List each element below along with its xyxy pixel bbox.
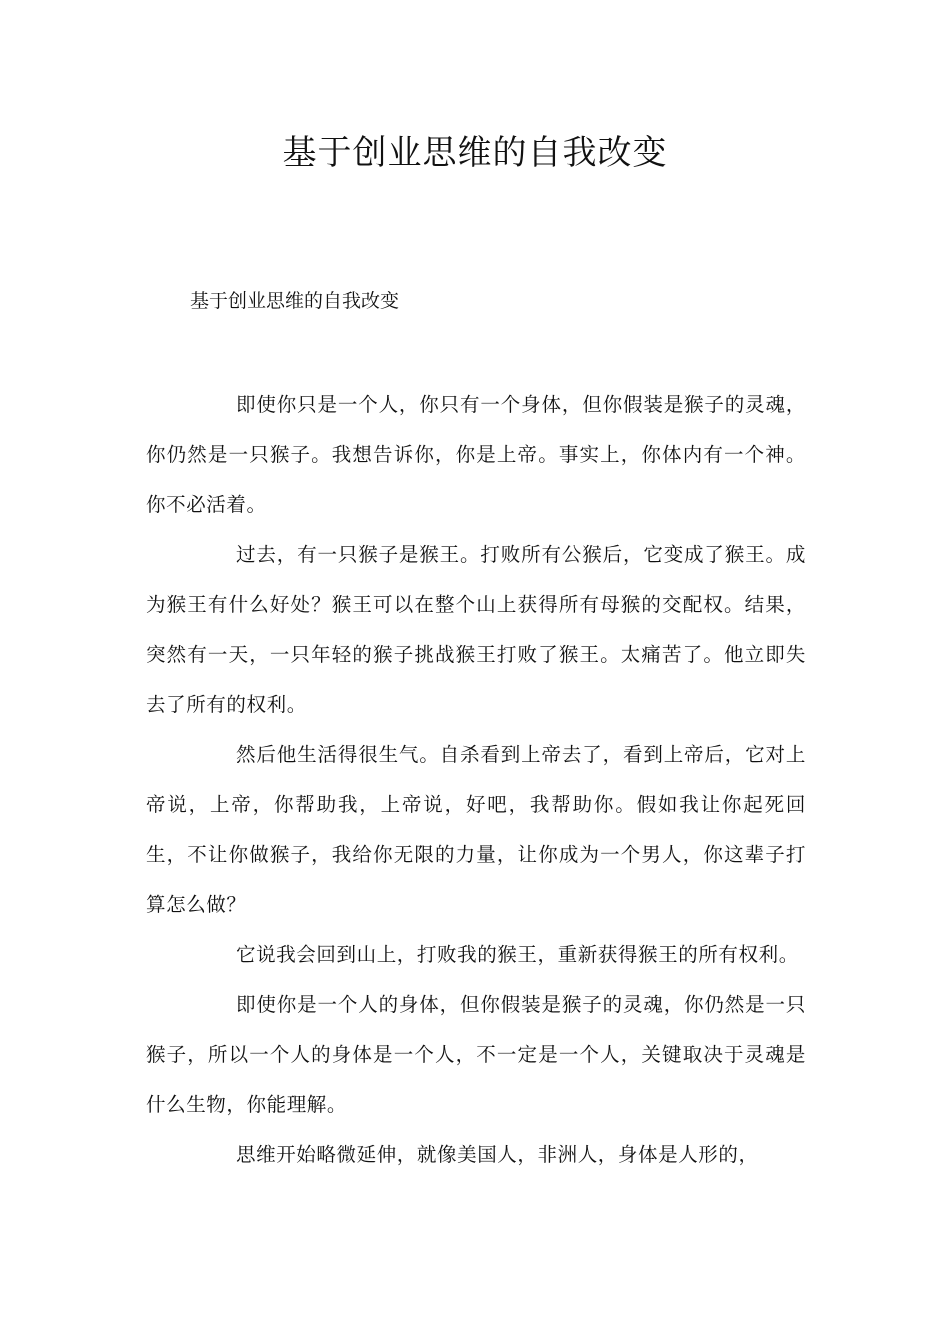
document-subtitle: 基于创业思维的自我改变 [190, 290, 400, 312]
paragraph-4: 它说我会回到山上，打败我的猴王，重新获得猴王的所有权利。 [236, 943, 799, 966]
paragraph-5: 即使你是一个人的身体，但你假装是猴子的灵魂，你仍然是一只猴子，所以一个人的身体是一个人，不一定是一个人，关键取决于灵魂是什么生物，你能理解。 [146, 993, 806, 1116]
paragraph-3: 然后他生活得很生气。自杀看到上帝去了，看到上帝后，它对上帝说，上帝，你帮助我，上帝说，好吧，我帮助你。假如我让你起死回生，不让你做猴子，我给你无限的力量，让你成为一个男人，你这辈子打算怎么做？ [146, 743, 806, 916]
paragraph-2: 过去，有一只猴子是猴王。打败所有公猴后，它变成了猴王。成为猴王有什么好处？猴王可以在整个山上获得所有母猴的交配权。结果，突然有一天，一只年轻的猴子挑战猴王打败了猴王。太痛苦了。他立即失去了所有的权利。 [146, 543, 806, 716]
document-body [146, 380, 806, 1180]
paragraph-1: 即使你只是一个人，你只有一个身体，但你假装是猴子的灵魂，你仍然是一只猴子。我想告诉你，你是上帝。事实上，你体内有一个神。你不必活着。 [146, 393, 806, 516]
document-title: 基于创业思维的自我改变 [282, 133, 668, 173]
paragraph-6: 思维开始略微延伸，就像美国人，非洲人，身体是人形的， [236, 1143, 759, 1166]
